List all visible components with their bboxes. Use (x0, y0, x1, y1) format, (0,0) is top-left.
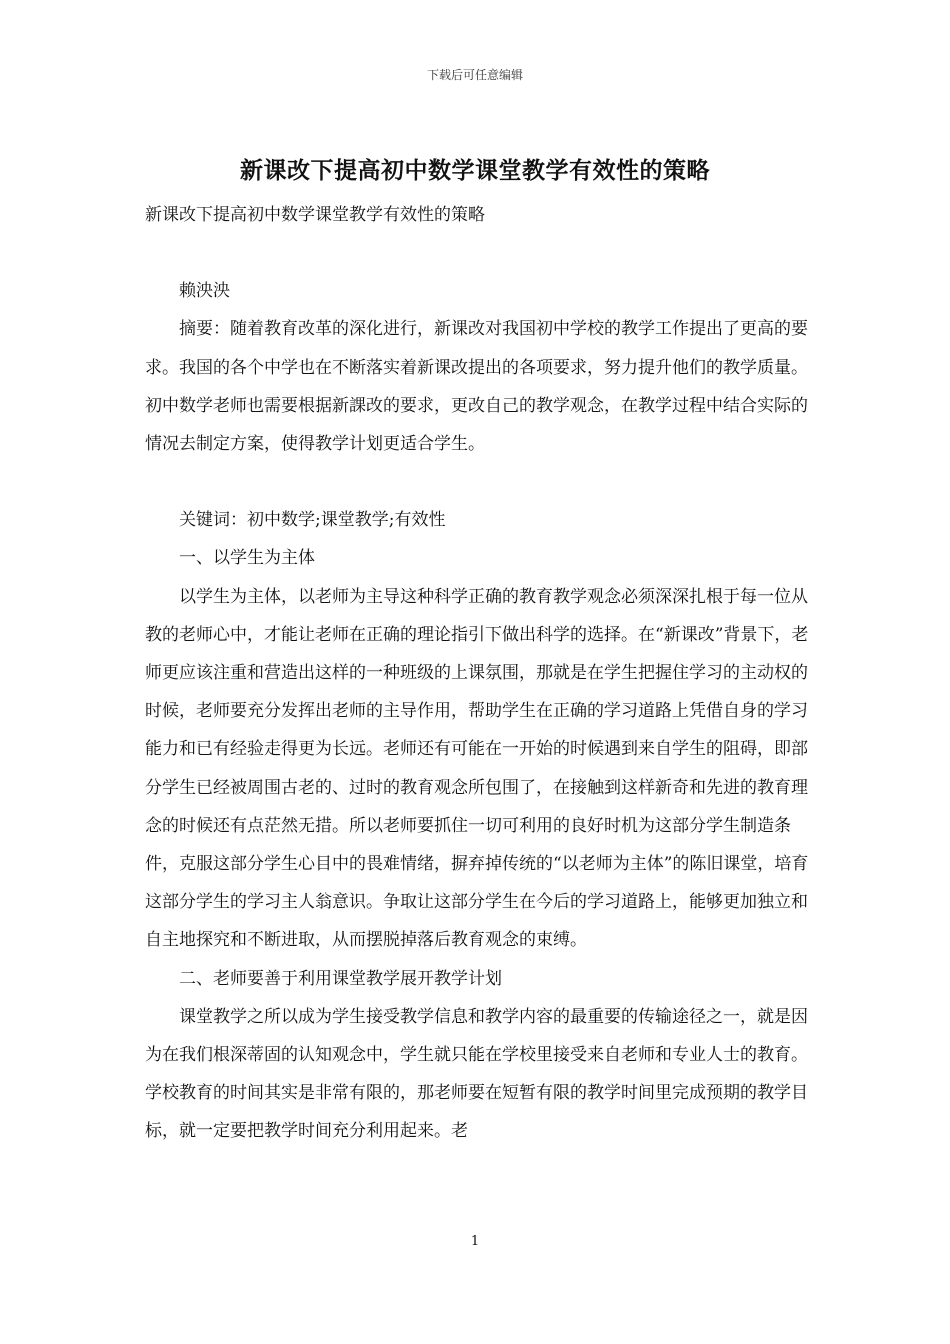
page-number: 1 (470, 1234, 480, 1249)
page-header: 下载后可任意编辑 (426, 68, 523, 82)
author: 赖泱泱 (179, 281, 230, 302)
document-title: 新课改下提高初中数学课堂教学有效性的策略 (240, 157, 710, 184)
section-heading-2: 二、老师要善于利用课堂教学展开教学计划 (179, 968, 502, 989)
spacer (145, 463, 815, 501)
subtitle: 新课改下提高初中数学课堂教学有效性的策略 (145, 205, 485, 225)
section-body-2: 课堂教学之所以成为学生接受教学信息和教学内容的最重要的传输途径之一，就是因为在我们根深蒂固的认知观念中，学生就只能在学校里接受来自老师和专业人士的教育。学校教育的时间其实是非常有限的，那老师要在短暂有限的教学时间里完成预期的教学目标，就一定要把教学时间充分利用起来。老 (145, 1006, 808, 1142)
section-heading-1: 一、以学生为主体 (179, 548, 315, 569)
section-body-1: 以学生为主体，以老师为主导这种科学正确的教育教学观念必须深深扎根于每一位从教的老师心中，才能让老师在正确的理论指引下做出科学的选择。在“新课改”背景下，老师更应该注重和营造出这样的一种班级的上课氛围，那就是在学生把握住学习的主动权的时候，老师要充分发挥出老师的主导作用，帮助学生在正确的学习道路上凭借自身的学习能力和已有经验走得更为长远。老师还有可能在一开始的时候遇到来自学生的阻碍，即部分学生已经被周围古老的、过时的教育观念所包围了，在接触到这样新奇和先进的教育理念的时候还有点茫然无措。所以老师要抓住一切可利用的良好时机为这部分学生制造条件，克服这部分学生心目中的畏难情绪，摒弃掉传统的“以老师为主体”的陈旧课堂，培育这部分学生的学习主人翁意识。争取让这部分学生在今后的学习道路上，能够更加独立和自主地探究和不断进取，从而摆脱掉落后教育观念的束缚。 (145, 586, 809, 951)
keywords: 关键词：初中数学;课堂教学;有效性 (179, 510, 446, 531)
spacer (145, 234, 815, 272)
abstract-paragraph: 摘要：随着教育改革的深化进行，新课改对我国初中学校的教学工作提出了更高的要求。我国的各个中学也在不断落实着新课改提出的各项要求，努力提升他们的教学质量。初中数学老师也需要根据新課改的要求，更改自己的教学观念，在教学过程中结合实际的情况去制定方案，使得教学计划更适合学生。 (145, 319, 808, 455)
document-body (145, 196, 815, 1151)
